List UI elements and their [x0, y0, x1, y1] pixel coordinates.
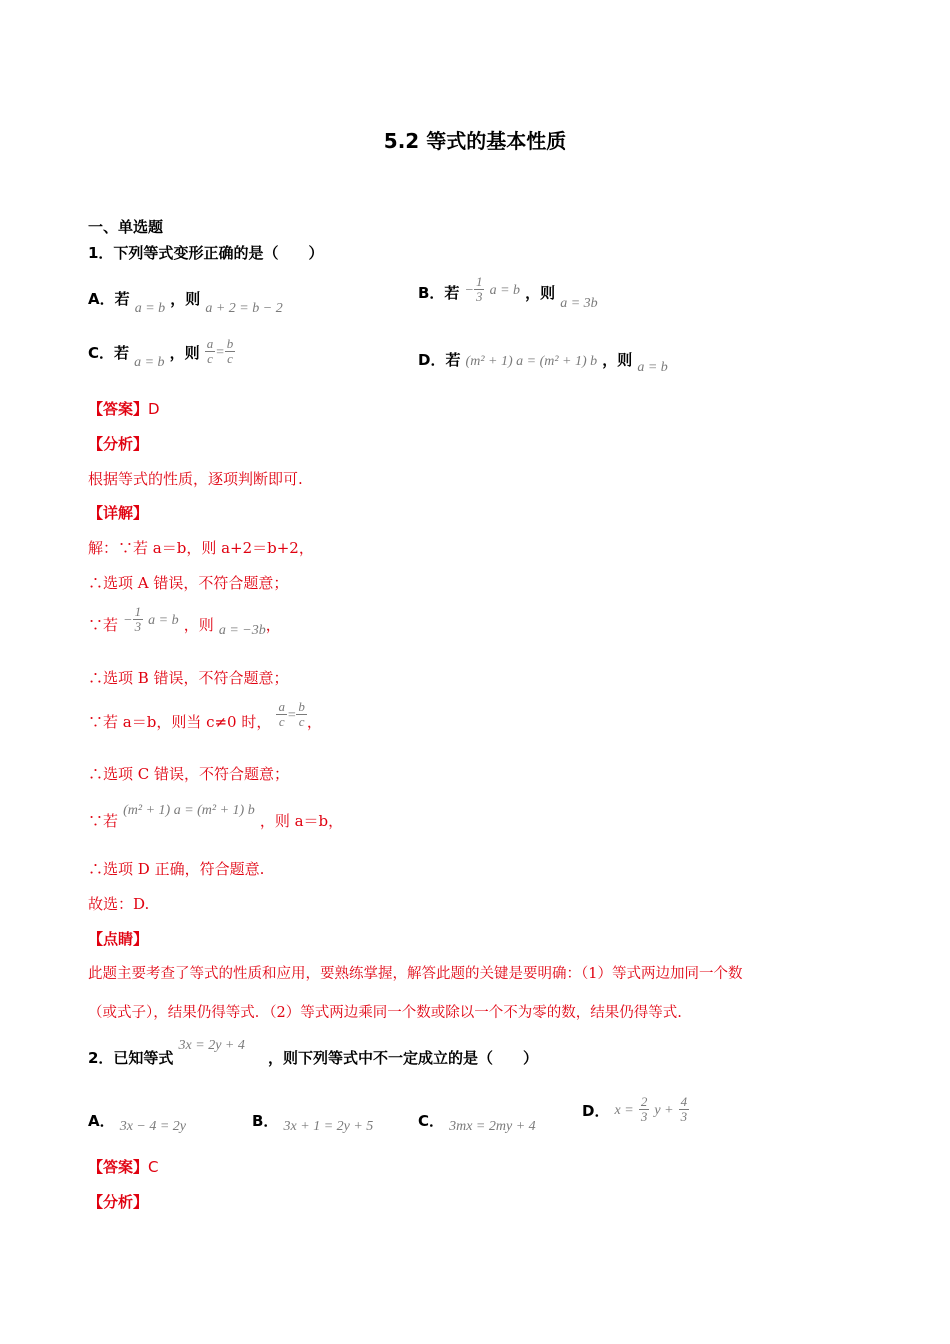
q2-option-d: D． x = $\frac{2}{3}$ y + $\frac{4}{3}$	[582, 1094, 688, 1124]
page-title: 5.2 等式的基本性质	[383, 129, 567, 153]
q1-detail-line-9: 故选：D.	[88, 895, 150, 913]
q2-option-a: A． 3x − 4 = 2y	[88, 1112, 187, 1134]
q1-analysis-tag: 【分析】	[88, 435, 149, 453]
q1-detail-line-4: ∴选项 B 错误，不符合题意；	[88, 669, 289, 687]
q1-note-tag: 【点睛】	[88, 930, 149, 948]
fraction: $\frac{a}{c}$	[206, 336, 214, 366]
fraction: $\frac{b}{c}$	[298, 699, 305, 729]
q2-stem: 2．已知等式 3x = 2y + 4 ，则下列等式中不一定成立的是（ ）	[88, 1038, 538, 1067]
q2-option-b: B． 3x + 1 = 2y + 5	[252, 1112, 374, 1134]
q1-detail-line-7: ∵若 (m² + 1) a = (m² + 1) b ，则 a＝b，	[88, 803, 344, 830]
fraction: $\frac{1}{3}$	[475, 274, 483, 304]
q1-option-d: D．若 (m² + 1) a = (m² + 1) b ，则 a = b	[418, 351, 668, 375]
q1-detail-line-1: 解：∵若 a＝b，则 a+2＝b+2，	[88, 539, 314, 557]
fraction: $\frac{a}{c}$	[278, 699, 285, 729]
q2-answer: 【答案】C	[88, 1158, 159, 1176]
q1-answer: 【答案】D	[88, 400, 160, 418]
q1-option-a: A．若 a = b ，则 a + 2 = b − 2	[88, 290, 283, 316]
q1-detail-line-5: ∵若 a＝b，则当 c≠0 时， $\frac{a}{c}$ = $\frac{b}{c}$ ，	[88, 699, 322, 731]
q1-detail-line-8: ∴选项 D 正确，符合题意.	[88, 860, 265, 878]
q1-option-c: C．若 a = b ，则 $\frac{a}{c}$ = $\frac{b}{c}$	[88, 336, 234, 370]
q2-analysis-tag: 【分析】	[88, 1193, 149, 1211]
q1-detail-tag: 【详解】	[88, 504, 149, 522]
fraction: $\frac{2}{3}$	[640, 1094, 648, 1124]
q1-detail-line-6: ∴选项 C 错误，不符合题意；	[88, 765, 290, 783]
fraction: $\frac{4}{3}$	[680, 1094, 688, 1124]
q1-note-line-2: （或式子），结果仍得等式．（2）等式两边乘同一个数或除以一个不为零的数，结果仍得等式.	[88, 1005, 682, 1021]
q2-option-c: C． 3mx = 2my + 4	[418, 1112, 536, 1134]
q1-option-b: B．若 − $\frac{1}{3}$ a = b ，则 a = 3b	[418, 274, 598, 311]
section-heading: 一、单选题	[88, 218, 164, 236]
fraction: $\frac{b}{c}$	[226, 336, 234, 366]
q1-detail-line-2: ∴选项 A 错误，不符合题意；	[88, 574, 289, 592]
q1-stem: 1．下列等式变形正确的是（ ）	[88, 244, 324, 262]
q1-note-line-1: 此题主要考查了等式的性质和应用，要熟练掌握，解答此题的关键是要明确：（1）等式两边加同一个数	[88, 966, 743, 982]
q1-analysis: 根据等式的性质，逐项判断即可.	[88, 470, 303, 488]
fraction: $\frac{1}{3}$	[134, 604, 142, 634]
q1-detail-line-3: ∵若 − $\frac{1}{3}$ a = b ，则 a = −3b，	[88, 604, 281, 638]
